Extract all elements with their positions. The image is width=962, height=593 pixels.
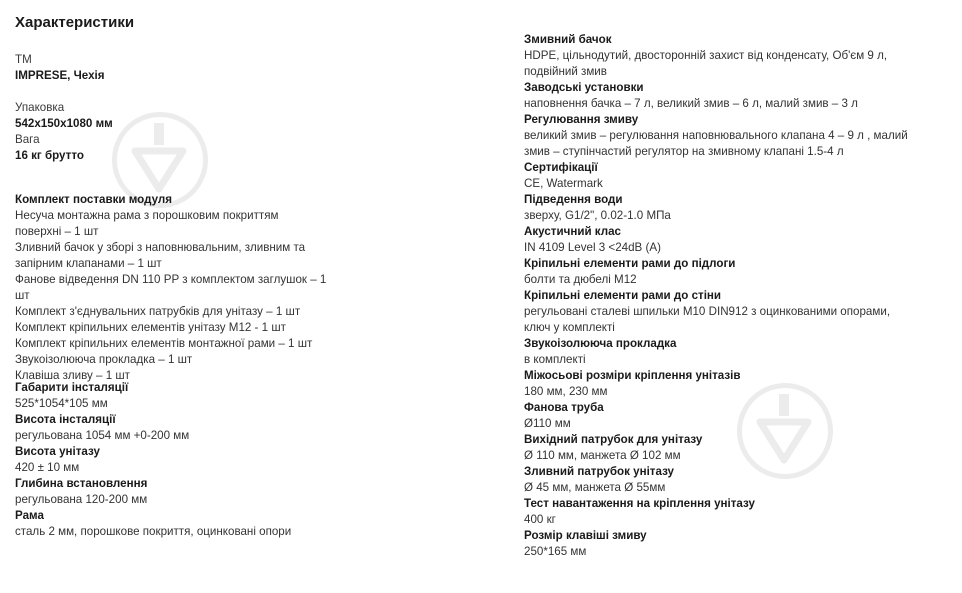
spec-line: в комплекті [524, 353, 586, 366]
spec-head: Фанова труба [524, 401, 604, 414]
spec-value: 420 ± 10 мм [15, 461, 80, 474]
spec-line: наповнення бачка – 7 л, великий змив – 6 л, малий змив – 3 л [524, 97, 858, 110]
spec-line: 250*165 мм [524, 545, 587, 558]
spec-value: 525*1054*105 мм [15, 397, 108, 410]
spec-line: болти та дюбелі M12 [524, 273, 637, 286]
spec-head: Акустичний клас [524, 225, 622, 238]
spec-head: Рама [15, 509, 44, 522]
kit-line: запірним клапанами – 1 шт [15, 257, 162, 270]
kit-line: Фанове відведення DN 110 PP з комплектом заглушок – 1 [15, 273, 327, 286]
spec-head: Вихідний патрубок для унітазу [524, 433, 703, 446]
spec-head: Заводські установки [524, 81, 644, 94]
spec-head: Висота унітазу [15, 445, 100, 458]
kit-line: Зливний бачок у зборі з наповнювальним, зливним та [15, 241, 306, 254]
spec-head: Регулювання змиву [524, 113, 639, 126]
kit-line: поверхні – 1 шт [15, 225, 99, 238]
spec-value: регульована 120-200 мм [15, 493, 148, 506]
spec-line: HDPE, цільнодутий, двосторонній захист від конденсату, Об'єм 9 л, [524, 49, 888, 62]
kit-title: Комплект поставки модуля [15, 193, 173, 206]
spec-head: Міжосьові розміри кріплення унітазів [524, 369, 741, 382]
spec-head: Кріпильні елементи рами до підлоги [524, 257, 736, 270]
weight-value: 16 кг брутто [15, 149, 84, 162]
kit-line: шт [15, 289, 30, 302]
spec-head: Підведення води [524, 193, 623, 206]
kit-line: Клавіша зливу – 1 шт [15, 369, 130, 382]
spec-head: Кріпильні елементи рами до стіни [524, 289, 722, 302]
spec-head: Висота інсталяції [15, 413, 116, 426]
brand-value: IMPRESE, Чехія [15, 69, 105, 82]
spec-line: IN 4109 Level 3 <24dB (A) [524, 241, 661, 254]
spec-head: Тест навантаження на кріплення унітазу [524, 497, 755, 510]
kit-line: Комплект з'єднувальних патрубків для унітазу – 1 шт [15, 305, 301, 318]
spec-head: Змивний бачок [524, 33, 612, 46]
spec-head: Розмір клавіші змиву [524, 529, 647, 542]
spec-line: змив – ступінчастий регулятор на змивному клапані 1.5-4 л [524, 145, 844, 158]
spec-head: Звукоізолююча прокладка [524, 337, 677, 350]
spec-line: великий змив – регулювання наповнювального клапана 4 – 9 л , малий [524, 129, 908, 142]
spec-head: Габарити інсталяції [15, 381, 129, 394]
right-column [524, 32, 944, 560]
package-label: Упаковка [15, 101, 65, 114]
spec-head: Глибина встановлення [15, 477, 148, 490]
kit-line: Комплект кріпильних елементів унітазу M12 - 1 шт [15, 321, 286, 334]
kit-line: Комплект кріпильних елементів монтажної рами – 1 шт [15, 337, 313, 350]
spec-value: регульована 1054 мм +0-200 мм [15, 429, 190, 442]
spec-line: ключ у комплекті [524, 321, 615, 334]
spec-line: регульовані сталеві шпильки M10 DIN912 з оцинкованими опорами, [524, 305, 891, 318]
spec-line: Ø 45 мм, манжета Ø 55мм [524, 481, 666, 494]
brand-label: ТМ [15, 53, 32, 66]
spec-head: Сертифікації [524, 161, 598, 174]
weight-label: Вага [15, 133, 40, 146]
spec-line: CE, Watermark [524, 177, 603, 190]
spec-line: подвійний змив [524, 65, 607, 78]
spec-line: 400 кг [524, 513, 556, 526]
spec-line: Ø110 мм [524, 417, 571, 430]
left-column [15, 52, 350, 540]
kit-line: Несуча монтажна рама з порошковим покриттям [15, 209, 279, 222]
page-title: Характеристики [15, 14, 135, 31]
spec-value: сталь 2 мм, порошкове покриття, оцинковані опори [15, 525, 292, 538]
kit-line: Звукоізолююча прокладка – 1 шт [15, 353, 193, 366]
spec-line: 180 мм, 230 мм [524, 385, 608, 398]
spec-line: Ø 110 мм, манжета Ø 102 мм [524, 449, 681, 462]
package-value: 542x150x1080 мм [15, 117, 113, 130]
spec-head: Зливний патрубок унітазу [524, 465, 674, 478]
spec-line: зверху, G1/2", 0.02-1.0 МПа [524, 209, 671, 222]
